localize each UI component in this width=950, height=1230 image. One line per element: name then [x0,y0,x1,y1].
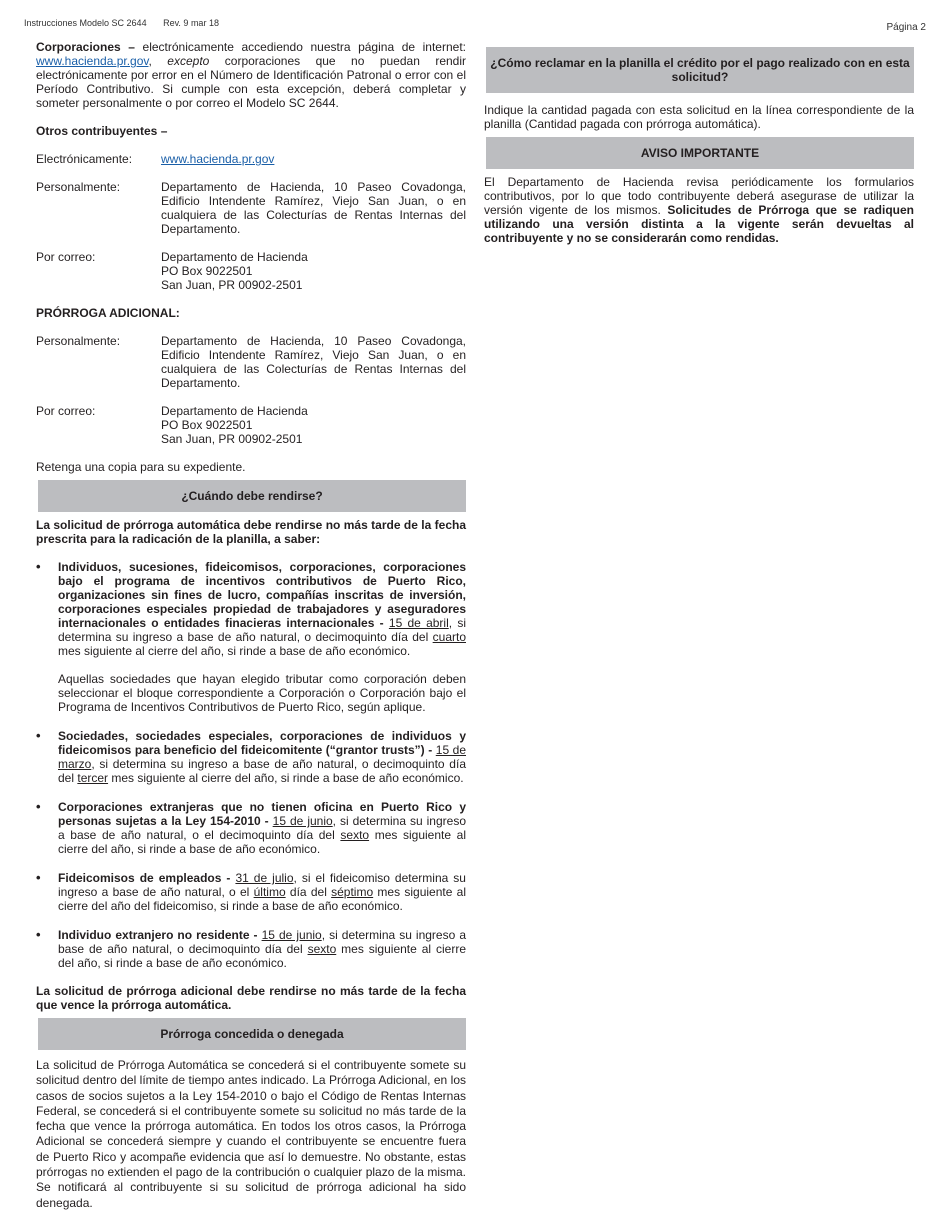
left-column [36,40,466,1211]
deadline-item: • Individuo extranjero no residente - 15 de junio, si determina su ingreso a base de año natural, o decimoquinto día del sexto mes siguiente al cierre del año, si rinde a base de año económico. [36,928,466,970]
important-notice-heading: AVISO IMPORTANTE [486,137,914,169]
mail-row-2: Por correo: Departamento de Hacienda PO Box 9022501 San Juan, PR 00902-2501 [36,404,308,446]
deadline-item: • Fideicomisos de empleados - 31 de julio, si el fideicomiso determina su ingreso a base de año natural, o el último día del séptimo mes siguiente al cierre del año del fideicomiso, si rinde a base de año económico. [36,871,466,913]
form-revision: Rev. 9 mar 18 [163,18,219,28]
website-link[interactable]: www.hacienda.pr.gov [36,54,149,68]
mail-row: Por correo: Departamento de Hacienda PO Box 9022501 San Juan, PR 00902-2501 [36,250,308,292]
corporations-paragraph: Corporaciones – electrónicamente accediendo nuestra página de internet: www.hacienda.pr.gov, excepto corporaciones que no puedan rendir electrónicamente por error en el Número de Identificación Patronal o error con el Período Contributivo. Si cumple con esta excepción, deberá completar y someter personalmente o por correo el Modelo SC 2644. [36,40,466,110]
retain-copy-note: Retenga una copia para su expediente. [36,460,246,474]
personal-row-2: Personalmente: Departamento de Hacienda, 10 Paseo Covadonga, Edificio Intendente Ramírez, Viejo San Juan, o en cualquiera de las Colecturías de Rentas Internas del Departamento. [36,334,466,390]
granted-denied-text: La solicitud de Prórroga Automática se concederá si el contribuyente somete su solicitud dentro del límite de tiempo antes indicado. La Prórroga Adicional, en los casos de socios sujetos a la Ley 154-2010 o bajo el Código de Rentas Internas Federal, se concederá si el contribuyente somete su solicitud no más tarde de la fecha que vence la prórroga automática. En todos los otros casos, la Prórroga Adicional se concederá siempre y cuando el contribuyente se encuentre fuera de Puerto Rico y acompañe evidencia que así lo demuestre. No obstante, estas prórrogas no extienden el pago de la contribución o cualquier plazo de la misma. Se notificará al contribuyente si su solicitud de prórroga adicional ha sido denegada. [36,1058,466,1210]
form-header [24,18,233,28]
additional-deadline-note: La solicitud de prórroga adicional debe rendirse no más tarde de la fecha que vence la prórroga automática. [36,984,466,1012]
when-to-file-heading: ¿Cuándo debe rendirse? [38,480,466,512]
deadline-item: • Corporaciones extranjeras que no tienen oficina en Puerto Rico y personas sujetas a la Ley 154-2010 - 15 de junio, si determina su ingreso a base de año natural, o el decimoquinto día del sexto mes siguiente al cierre del año, si rinde a base de año económico. [36,800,466,856]
deadline-list [36,560,466,970]
electronic-row: Electrónicamente: www.hacienda.pr.gov [36,152,275,166]
website-link-2[interactable]: www.hacienda.pr.gov [161,152,275,166]
corporations-title: Corporaciones – [36,40,135,54]
when-to-file-intro: La solicitud de prórroga automática debe rendirse no más tarde de la fecha prescrita para la radicación de la planilla, a saber: [36,518,466,546]
deadline-item: • Individuos, sucesiones, fideicomisos, corporaciones, corporaciones bajo el programa de incentivos contributivos de Puerto Rico, organizaciones sin fines de lucro, compañías inscritas de inversión, corporaciones especiales propiedad de trabajadores y aseguradores internacionales o entidades finacieras internacionales - 15 de abril, si determina su ingreso a base de año natural, o decimoquinto día del cuarto mes siguiente al cierre del año, si rinde a base de año económico. Aquellas sociedades que hayan elegido tributar como corporación deben seleccionar el bloque correspondiente a Corporación o Corporación bajo el Programa de Incentivos Contributivos de Puerto Rico, según aplique. [36,560,466,714]
right-column [484,47,914,245]
deadline-item: • Sociedades, sociedades especiales, corporaciones de individuos y fideicomisos para beneficio del fideicomitente (“grantor trusts”) - 15 de marzo, si determina su ingreso a base de año natural, o decimoquinto día del tercer mes siguiente al cierre del año, si rinde a base de año económico. [36,729,466,785]
other-taxpayers-title: Otros contribuyentes – [36,124,168,138]
granted-denied-heading: Prórroga concedida o denegada [38,1018,466,1050]
claim-credit-text: Indique la cantidad pagada con esta solicitud en la línea correspondiente de la planilla (Cantidad pagada con prórroga automática). [484,103,914,131]
additional-extension-title: PRÓRROGA ADICIONAL: [36,306,180,320]
form-name: Instrucciones Modelo SC 2644 [24,18,147,28]
personal-row: Personalmente: Departamento de Hacienda, 10 Paseo Covadonga, Edificio Intendente Ramírez, Viejo San Juan, o en cualquiera de las Colecturías de Rentas Internas del Departamento. [36,180,466,236]
page-number: Página 2 [886,22,926,33]
claim-credit-heading: ¿Cómo reclamar en la planilla el crédito por el pago realizado con en esta solicitud? [486,47,914,93]
important-notice-text: El Departamento de Hacienda revisa periódicamente los formularios contributivos, por lo que todo contribuyente deberá asegurase de utilizar la versión vigente de los mismos. Solicitudes de Prórroga que se radiquen utilizando una versión distinta a la vigente serán devueltas al contribuyente y no se considerarán como rendidas. [484,175,914,245]
